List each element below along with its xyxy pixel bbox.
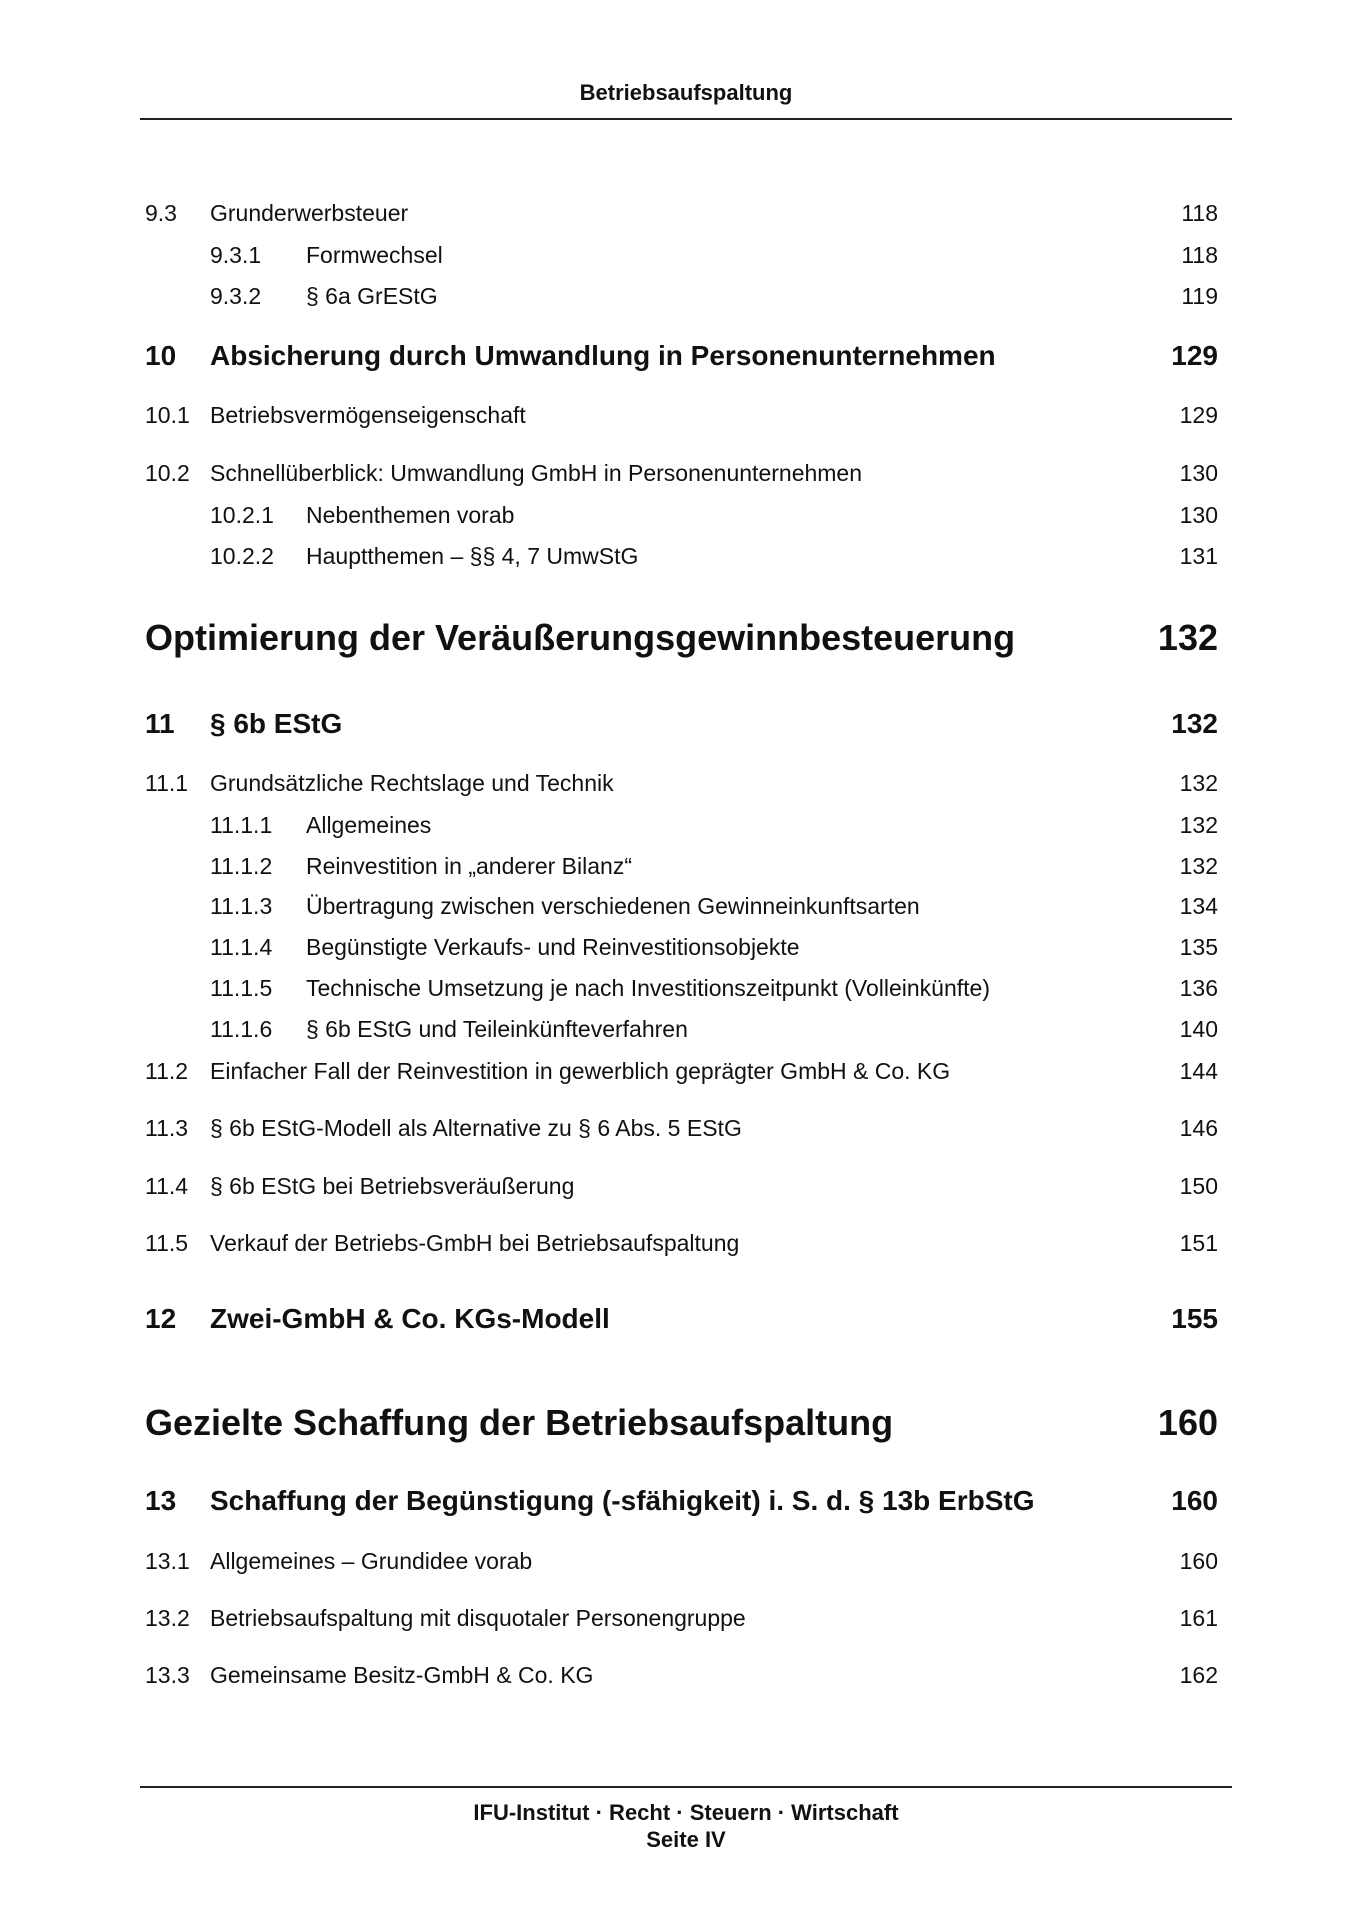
toc-entry-page: 118 [1181,242,1218,268]
toc-entry [0,708,1358,748]
toc-entry [0,242,1358,282]
toc-entry-number: 11.5 [145,1230,189,1256]
toc-entry [0,340,1358,380]
toc-entry-page: 136 [1179,975,1218,1001]
toc-entry-title: § 6b EStG-Modell als Alternative zu § 6 Abs. 5 EStG [210,1115,742,1141]
toc-entry-number: 12 [145,1303,177,1334]
toc-entry-number: 13.1 [145,1548,190,1574]
toc-entry-page: 160 [1171,1485,1218,1516]
toc-entry-title: Einfacher Fall der Reinvestition in gewerblich geprägter GmbH & Co. KG [210,1058,951,1084]
toc-entry-page: 118 [1181,200,1218,226]
toc-entry-number: 11.1 [145,770,189,796]
toc-entry-title: Allgemeines [306,812,432,838]
toc-entry-number: 10.2.1 [210,502,274,528]
toc-entry-page: 162 [1179,1662,1218,1688]
toc-entry [0,1115,1358,1155]
toc-entry-title: Grunderwerbsteuer [210,200,409,226]
toc-entry-number: 10.2 [145,460,190,486]
toc-entry [0,934,1358,974]
toc-entry-number: 11.1.2 [210,853,273,879]
toc-part-heading [0,1402,1358,1442]
toc-entry-title: Verkauf der Betriebs-GmbH bei Betriebsaufspaltung [210,1230,740,1256]
footer-page-number: Seite IV [646,1827,726,1852]
toc-entry-title: § 6a GrEStG [306,283,438,309]
toc-entry [0,1548,1358,1588]
toc-entry-number: 13.3 [145,1662,190,1688]
toc-entry-page: 155 [1171,1303,1218,1334]
toc-entry-title: Technische Umsetzung je nach Investitionszeitpunkt (Volleinkünfte) [306,975,990,1001]
toc-entry-number: 11.1.5 [210,975,273,1001]
toc-entry-number: 10.1 [145,402,190,428]
toc-entry-title: Übertragung zwischen verschiedenen Gewinneinkunftsarten [306,893,920,919]
toc-entry-page: 144 [1179,1058,1218,1084]
toc-entry [0,543,1358,583]
toc-entry [0,1303,1358,1343]
toc-entry-page: 161 [1179,1605,1218,1631]
toc-entry-number: 13 [145,1485,177,1516]
toc-entry [0,1605,1358,1645]
toc-entry-page: 135 [1179,934,1218,960]
toc-entry-title: § 6b EStG bei Betriebsveräußerung [210,1173,575,1199]
toc-entry-page: 140 [1179,1016,1218,1042]
toc-entry-number: 11.1.1 [210,812,273,838]
toc-entry-number: 11.4 [145,1173,189,1199]
toc-entry-title: Reinvestition in „anderer Bilanz“ [306,853,632,879]
toc-entry-page: 151 [1179,1230,1218,1256]
toc-entry-page: 130 [1179,460,1218,486]
toc-entry-title: Gezielte Schaffung der Betriebsaufspaltung [145,1402,894,1443]
toc-entry-title: Begünstigte Verkaufs- und Reinvestitionsobjekte [306,934,800,960]
toc-entry [0,502,1358,542]
toc-entry-page: 132 [1179,812,1218,838]
toc-entry-page: 129 [1179,402,1218,428]
toc-entry-number: 11.1.4 [210,934,273,960]
toc-entry-number: 9.3 [145,200,177,226]
toc-entry-number: 13.2 [145,1605,190,1631]
toc-entry [0,812,1358,852]
toc-entry-page: 160 [1179,1548,1218,1574]
toc-entry-page: 132 [1157,617,1218,658]
toc-part-heading [0,617,1358,657]
toc-entry-page: 132 [1171,708,1218,739]
toc-entry-number: 11.2 [145,1058,189,1084]
toc-entry [0,893,1358,933]
toc-entry-page: 160 [1157,1402,1218,1443]
toc-entry [0,1058,1358,1098]
toc-entry-number: 11.1.3 [210,893,273,919]
toc-entry-title: § 6b EStG und Teileinkünfteverfahren [306,1016,688,1042]
toc-entry [0,460,1358,500]
toc-entry [0,1173,1358,1213]
toc-entry-title: Formwechsel [306,242,443,268]
toc-entry-title: Betriebsvermögenseigenschaft [210,402,526,428]
toc-entry-number: 11.1.6 [210,1016,273,1042]
toc-entry-title: Zwei-GmbH & Co. KGs-Modell [210,1303,610,1334]
toc-entry [0,1662,1358,1702]
toc-entry-page: 130 [1179,502,1218,528]
toc-entry [0,1230,1358,1270]
toc-entry-page: 132 [1179,770,1218,796]
toc-entry-title: Optimierung der Veräußerungsgewinnbesteuerung [145,617,1016,658]
toc-entry-title: Betriebsaufspaltung mit disquotaler Personengruppe [210,1605,746,1631]
toc-entry [0,283,1358,323]
toc-entry-title: Schaffung der Begünstigung (-sfähigkeit) i. S. d. § 13b ErbStG [210,1485,1035,1516]
toc-entry-number: 9.3.1 [210,242,262,268]
toc-entry-page: 119 [1181,283,1218,309]
toc-entry-title: Allgemeines – Grundidee vorab [210,1548,533,1574]
toc-entry-title: § 6b EStG [210,708,343,739]
toc-entry-number: 11 [145,708,175,739]
toc-entry-title: Gemeinsame Besitz-GmbH & Co. KG [210,1662,594,1688]
toc-entry [0,402,1358,442]
toc-entry-page: 131 [1179,543,1218,569]
toc-entry [0,200,1358,240]
toc-entry-number: 10.2.2 [210,543,274,569]
header-rule [140,118,1232,120]
toc-entry-title: Grundsätzliche Rechtslage und Technik [210,770,614,796]
toc-entry-number: 10 [145,340,177,371]
toc-entry-title: Schnellüberblick: Umwandlung GmbH in Personenunternehmen [210,460,863,486]
running-header: Betriebsaufspaltung [579,80,793,105]
toc-entry [0,1016,1358,1056]
toc-entry-number: 11.3 [145,1115,189,1141]
footer-rule [140,1786,1232,1788]
toc-entry [0,1485,1358,1525]
toc-entry-page: 150 [1179,1173,1218,1199]
toc-entry-page: 146 [1179,1115,1218,1141]
toc-entry-title: Nebenthemen vorab [306,502,515,528]
toc-entry-page: 134 [1179,893,1218,919]
toc-entry [0,770,1358,810]
toc-entry [0,975,1358,1015]
toc-entry-page: 132 [1179,853,1218,879]
toc-entry [0,853,1358,893]
footer-institute: IFU-Institut · Recht · Steuern · Wirtschaft [473,1800,899,1825]
toc-entry-title: Hauptthemen – §§ 4, 7 UmwStG [306,543,639,569]
toc-entry-number: 9.3.2 [210,283,262,309]
toc-entry-page: 129 [1171,340,1218,371]
toc-entry-title: Absicherung durch Umwandlung in Personenunternehmen [210,340,996,371]
